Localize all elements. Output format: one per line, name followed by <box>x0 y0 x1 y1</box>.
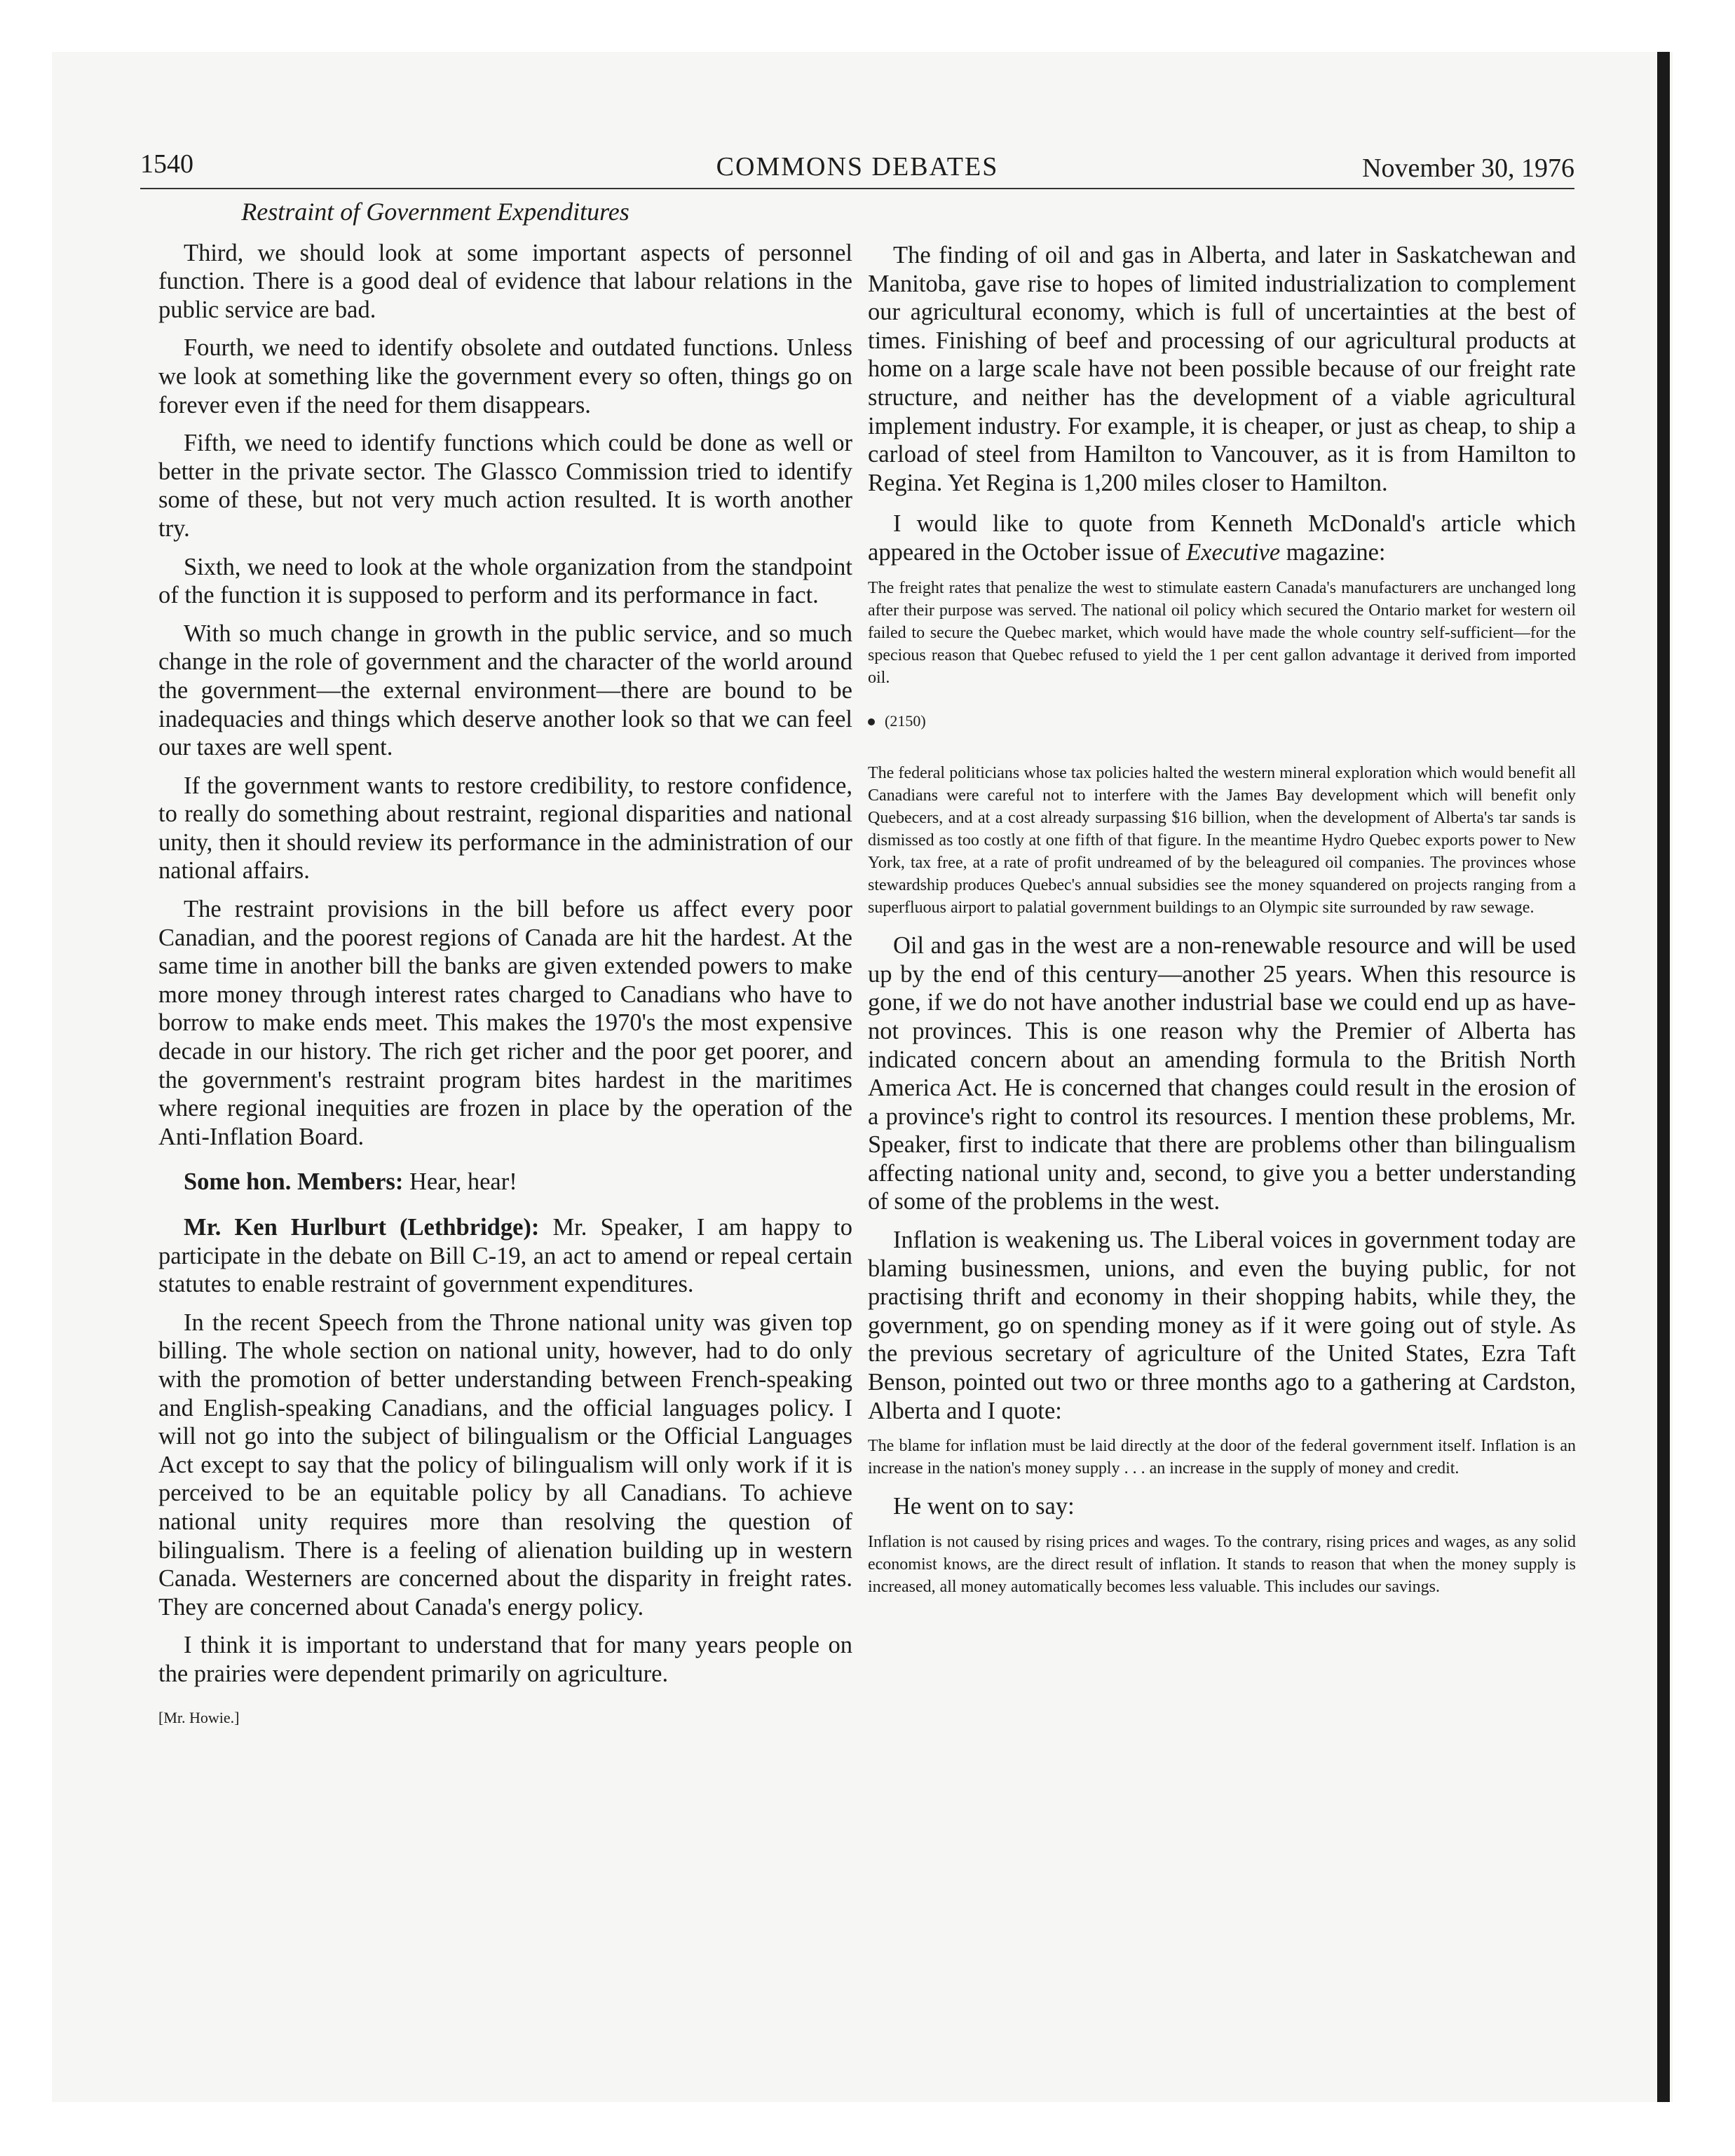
block-quote: Inflation is not caused by rising prices and wages. To the contrary, rising prices and wages, as any solid economist knows, are the direct result of inflation. It stands to reason that when the money supply is increased, all money automatically becomes less valuable. This includes our savings. <box>868 1532 1576 1596</box>
block-quote: The freight rates that penalize the west to stimulate eastern Canada's manufacturers are unchanged long after their purpose was served. The national oil policy which secured the Ontario market for western oil failed to secure the Quebec market, which would have made the whole country self-sufficient—for the specious reason that Quebec refused to yield the 1 per cent gallon advantage it derived from imported oil. <box>868 578 1576 687</box>
time-marker <box>868 707 1576 736</box>
magazine-title: Executive <box>1186 538 1281 566</box>
paragraph: Inflation is weakening us. The Liberal voices in government today are blaming businessmen, unions, and even the buying public, for not practising thrift and economy in their shopping habits, while they, the government, go on spending money as if it were going out of style. As the previous secretary of agriculture of the United States, Ezra Taft Benson, pointed out two or three months ago to a gathering at Cardston, Alberta and I quote: <box>868 1227 1576 1424</box>
paragraph: Fifth, we need to identify functions which could be done as well or better in the private sector. The Glassco Commission tried to identify some of these, but not very much action resulted. It is worth another try. <box>158 430 852 542</box>
block-quote: The blame for inflation must be laid directly at the door of the federal government itself. Inflation is an increase in the nation's money supply . . . an increase in the supply of money and credit. <box>868 1437 1576 1478</box>
paragraph: The restraint provisions in the bill before us affect every poor Canadian, and the poorest regions of Canada are hit the hardest. At the same time in another bill the banks are given extended powers to make more money through interest rates charged to Canadians who have to borrow to make ends meet. This makes the 1970's the most expensive decade in our history. The rich get richer and the poor get poorer, and the government's restraint program bites hardest in the maritimes where regional inequities are frozen in place by the operation of the Anti-Inflation Board. <box>158 896 852 1150</box>
page-number: 1540 <box>140 149 193 179</box>
page-header <box>140 149 1574 189</box>
left-column <box>158 198 852 1732</box>
paragraph: With so much change in growth in the public service, and so much change in the role of government and the character of the world around the government—the external environment—there are bound to be inadequacies and things which deserve another look so that we can feel our taxes are well spent. <box>158 620 852 761</box>
paragraph: Third, we should look at some important aspects of personnel function. There is a good deal of evidence that labour relations in the public service are bad. <box>158 239 852 323</box>
paragraph: Oil and gas in the west are a non-renewable resource and will be used up by the end of this century—another 25 years. When this resource is gone, if we do not have another industrial base we could end up as have-not provinces. This is one reason why the Premier of Alberta has indicated concern about an amending formula to the British North America Act. He is concerned that changes could result in the erosion of a province's right to control its resources. I mention these problems, Mr. Speaker, first to indicate that there are problems other than bilingualism affecting national unity and, second, to give you a better understanding of some of the problems in the west. <box>868 932 1576 1215</box>
time-marker-text: (2150) <box>885 711 926 730</box>
paragraph: Fourth, we need to identify obsolete and outdated functions. Unless we look at something like the government every so often, things go on forever even if the need for them disappears. <box>158 334 852 418</box>
paragraph: The finding of oil and gas in Alberta, and later in Saskatchewan and Manitoba, gave rise to hopes of limited industrialization to complement our agricultural economy, which is full of uncertainties at the best of times. Finishing of beef and processing of our agricultural products at home on a large scale have not been possible because of our freight rate structure, and neither has the development of a viable agricultural implement industry. For example, it is cheaper, or just as cheap, to ship a carload of steel from Hamilton to Vancouver, as it is from Hamilton to Regina. Yet Regina is 1,200 miles closer to Hamilton. <box>868 242 1576 496</box>
paragraph: If the government wants to restore credibility, to restore confidence, to really do something about restraint, regional disparities and national unity, then it should review its performance in the administration of our national affairs. <box>158 772 852 885</box>
block-quote: The federal politicians whose tax policies halted the western mineral exploration which would benefit all Canadians were careful not to interfere with the James Bay development which will benefit only Quebecers, and at a cost already surpassing $16 billion, when the development of Alberta's tar sands is dismissed as too costly at one fifth of that figure. In the meantime Hydro Quebec exports power to New York, tax free, at a rate of profit undreamed of by the beleagured oil companies. The provinces whose stewardship produces Quebec's annual subsidies see the money squandered on projects ranging from a superfluous airport to palatial government buildings to an Olympic site surrounded by raw sewage. <box>868 764 1576 917</box>
paragraph: He went on to say: <box>893 1493 1075 1520</box>
footnote: [Mr. Howie.] <box>158 1708 240 1726</box>
speaker-label: Some hon. Members: <box>184 1168 404 1196</box>
publication-title: COMMONS DEBATES <box>716 152 999 182</box>
paragraph-text: magazine: <box>1280 538 1386 566</box>
right-column <box>868 241 1576 1611</box>
speech-text: Mr. Speaker, I am happy to participate in the debate on Bill C-19, an act to amend or repeal certain statutes to enable restraint of government expenditures. <box>158 1214 852 1298</box>
section-heading: Restraint of Government Expenditures <box>241 198 630 226</box>
paragraph-text: I would like to quote from Kenneth McDonald's article which appeared in the October issue of <box>868 510 1576 566</box>
interjection-text: Hear, hear! <box>403 1168 517 1196</box>
interjection <box>158 1168 852 1196</box>
paragraph: Sixth, we need to look at the whole organization from the standpoint of the function it is supposed to perform and its performance in fact. <box>158 553 852 609</box>
paragraph <box>868 510 1576 566</box>
publication-date: November 30, 1976 <box>1362 153 1574 183</box>
speaker-label: Mr. Ken Hurlburt (Lethbridge): <box>184 1214 540 1241</box>
speech-opening <box>158 1213 852 1299</box>
bullet-icon <box>868 718 875 725</box>
paragraph: In the recent Speech from the Throne national unity was given top billing. The whole section on national unity, however, had to do only with the promotion of better understanding between French-speaking and English-speaking Canadians, and the official languages policy. I will not go into the subject of bilingualism or the Official Languages Act except to say that the policy of bilingualism will only work if it is perceived to be an equitable policy by all Canadians. To achieve national unity requires more than resolving the question of bilingualism. There is a feeling of alienation building up in western Canada. Westerners are concerned about the disparity in freight rates. They are concerned about Canada's energy policy. <box>158 1309 852 1621</box>
paragraph: I think it is important to understand that for many years people on the prairies were dependent primarily on agriculture. <box>158 1632 852 1687</box>
scan-edge-bar <box>1657 52 1670 2102</box>
